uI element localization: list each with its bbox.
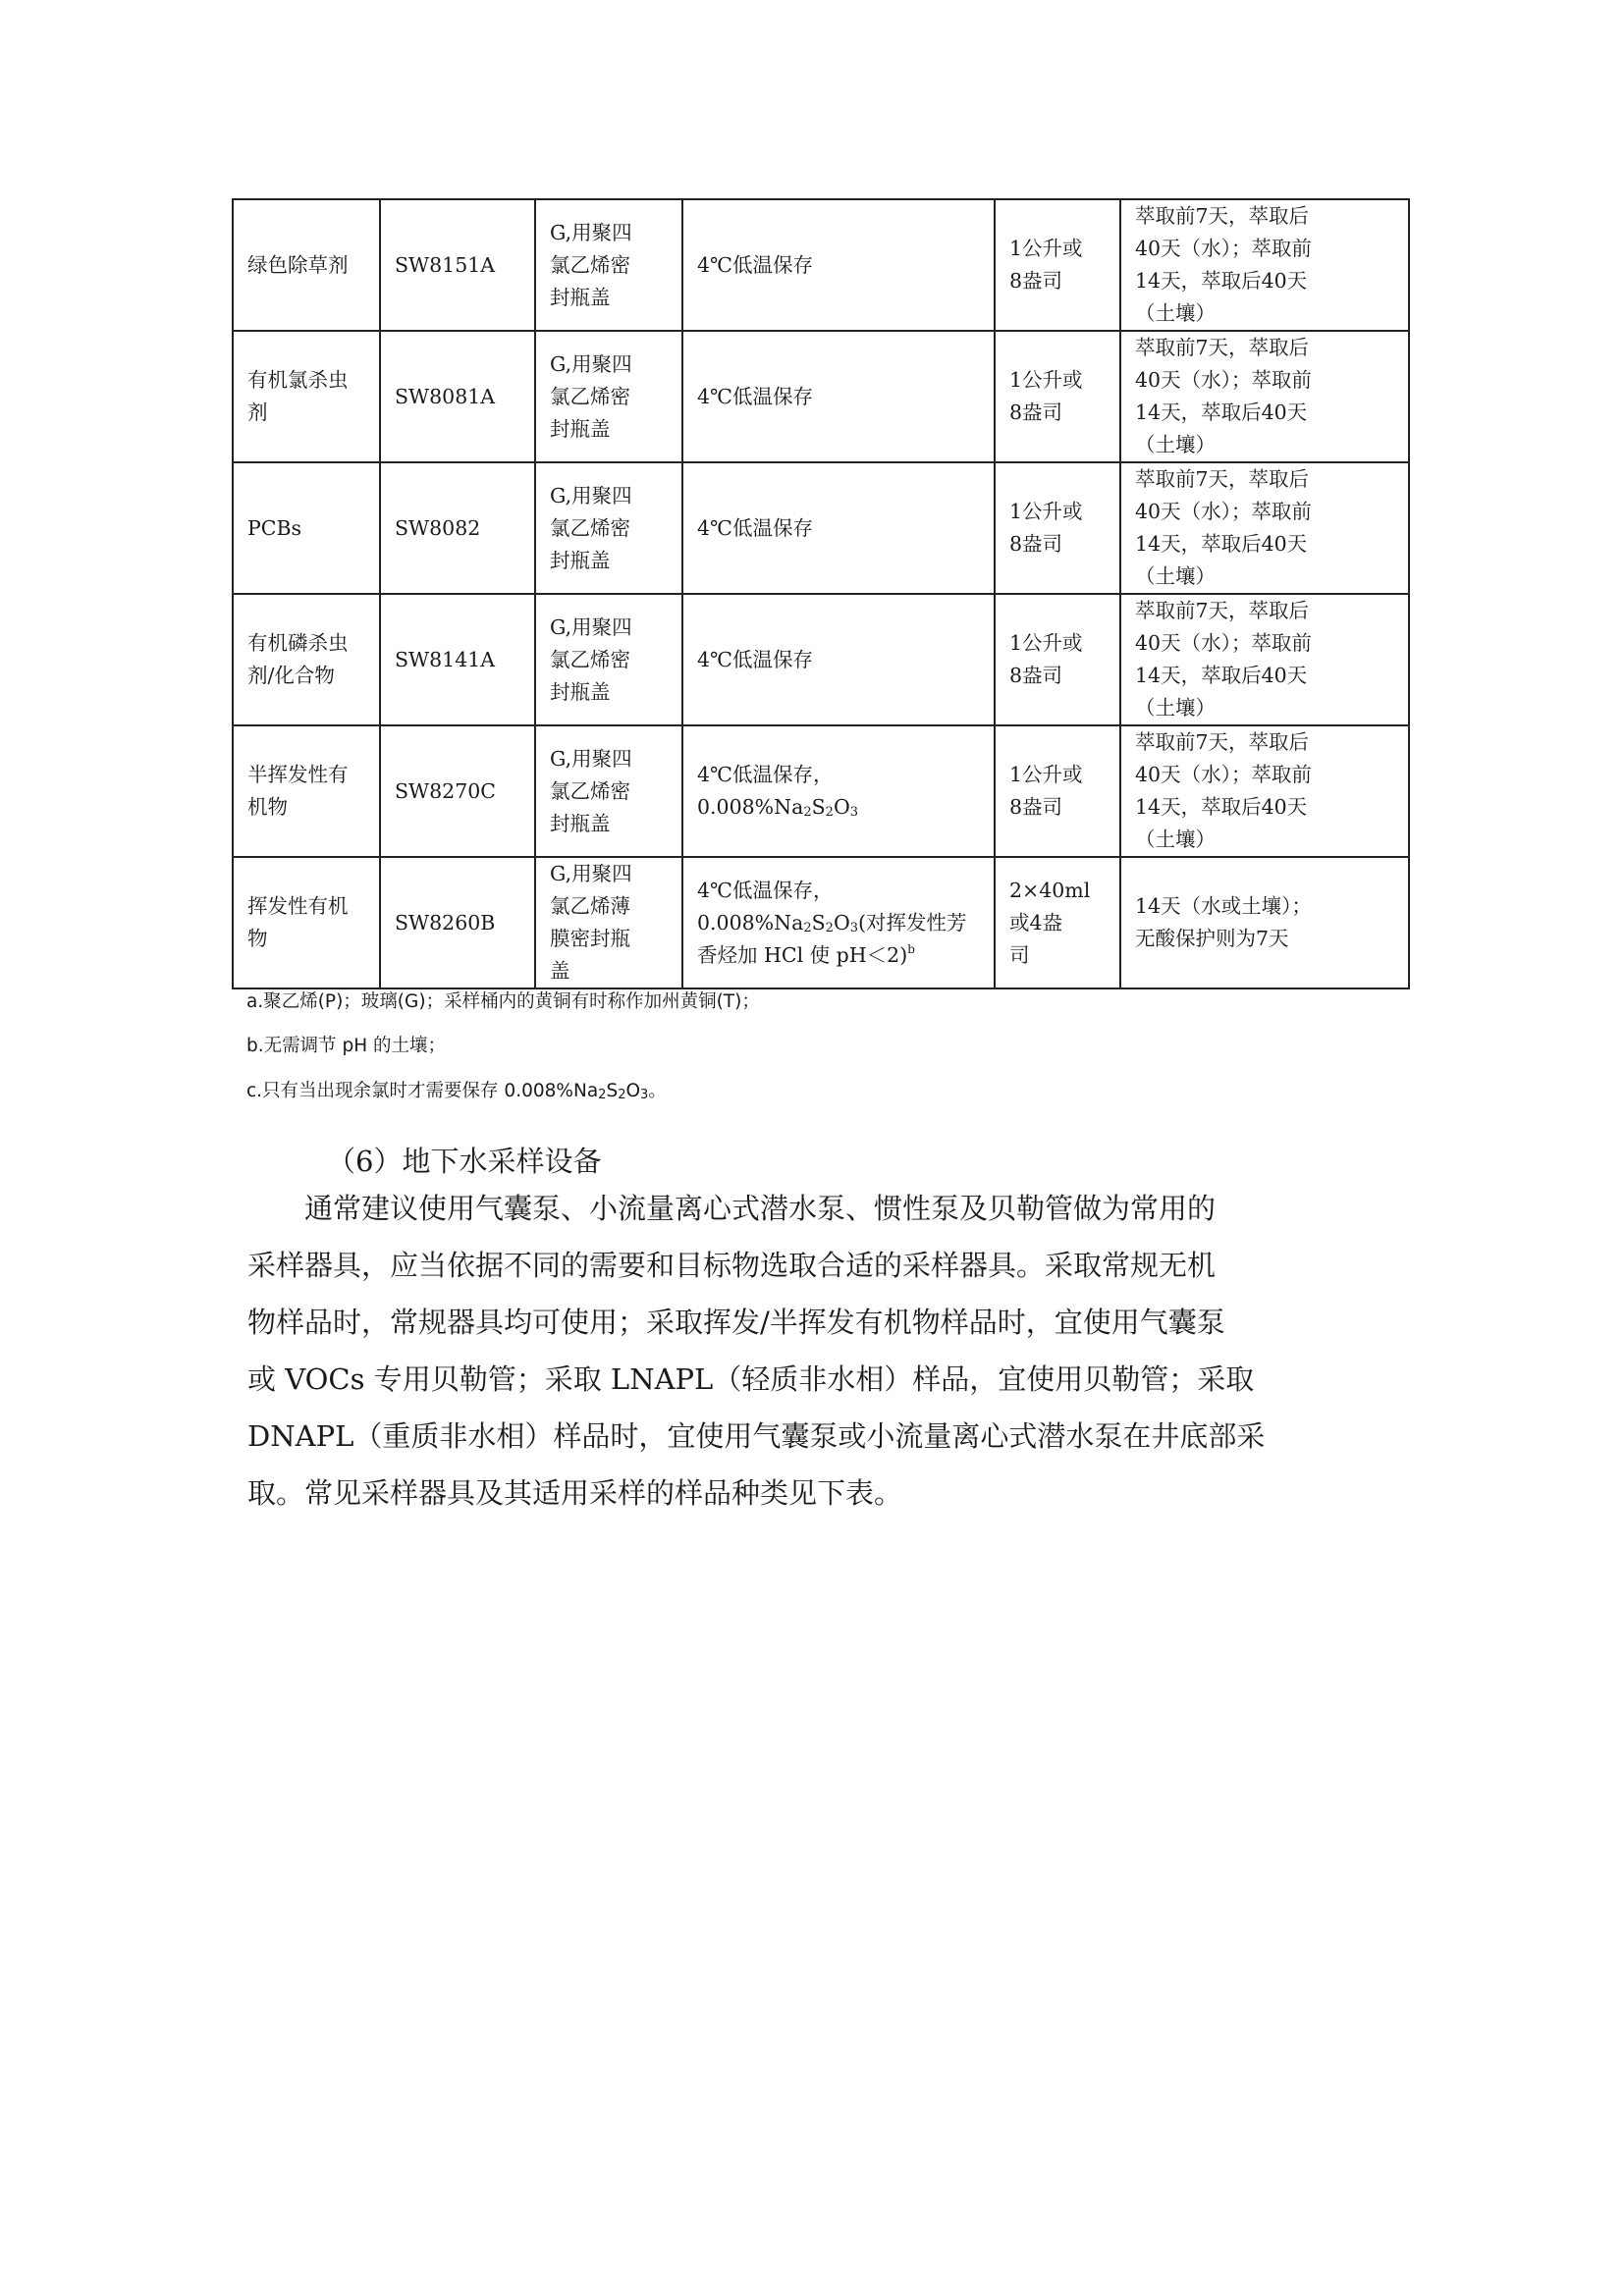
volume-cell: 2×40ml 或4盎 司 bbox=[995, 857, 1120, 988]
footnote-b: b.无需调节 pH 的土壤； bbox=[246, 1036, 447, 1056]
preservation-text: 香烃加 HCl 使 pH＜2) bbox=[697, 942, 908, 967]
preservation-text: O bbox=[833, 795, 850, 819]
analyte-name-cell: PCBs bbox=[233, 462, 380, 594]
subscript: 2 bbox=[803, 920, 812, 935]
footnote-c bbox=[246, 1077, 667, 1102]
preservation-cell: 4℃低温保存 bbox=[682, 331, 995, 462]
holding-time-cell: 萃取前7天，萃取后 40天（水）；萃取前 14天，萃取后40天 （土壤） bbox=[1120, 331, 1409, 462]
preservation-text: 0.008%Na bbox=[697, 910, 804, 934]
footnote-text: O bbox=[625, 1081, 641, 1101]
subscript: 3 bbox=[849, 920, 859, 935]
container-cell: G,用聚四 氯乙烯密 封瓶盖 bbox=[535, 331, 682, 462]
container-cell: G,用聚四 氯乙烯密 封瓶盖 bbox=[535, 199, 682, 331]
paragraph-line: 通常建议使用气囊泵、小流量离心式潜水泵、惯性泵及贝勒管做为常用的 bbox=[304, 1192, 1217, 1225]
subscript: 2 bbox=[598, 1088, 607, 1102]
footnote-text: S bbox=[606, 1081, 619, 1101]
subscript: 3 bbox=[849, 805, 859, 820]
analyte-name-cell: 半挥发性有 机物 bbox=[233, 725, 380, 857]
preservation-line: 4℃低温保存， bbox=[697, 878, 834, 902]
paragraph-line: 或 VOCs 专用贝勒管；采取 LNAPL（轻质非水相）样品，宜使用贝勒管；采取 bbox=[247, 1362, 1255, 1396]
analyte-name-cell: 有机氯杀虫 剂 bbox=[233, 331, 380, 462]
volume-cell: 1公升或 8盎司 bbox=[995, 331, 1120, 462]
analyte-name-cell: 绿色除草剂 bbox=[233, 199, 380, 331]
holding-time-cell: 萃取前7天，萃取后 40天（水）；萃取前 14天，萃取后40天 （土壤） bbox=[1120, 199, 1409, 331]
preservation-text: 0.008%Na bbox=[697, 795, 804, 819]
table-row bbox=[233, 594, 1409, 725]
preservation-line bbox=[697, 911, 967, 934]
analyte-name-cell: 挥发性有机 物 bbox=[233, 857, 380, 988]
preservation-line bbox=[697, 943, 915, 967]
sample-preservation-table bbox=[232, 198, 1410, 989]
container-cell: G,用聚四 氯乙烯薄 膜密封瓶 盖 bbox=[535, 857, 682, 988]
method-cell: SW8082 bbox=[380, 462, 535, 594]
preservation-cell: 4℃低温保存 bbox=[682, 462, 995, 594]
paragraph-line: 物样品时，常规器具均可使用；采取挥发/半挥发有机物样品时，宜使用气囊泵 bbox=[247, 1306, 1225, 1339]
volume-cell: 1公升或 8盎司 bbox=[995, 462, 1120, 594]
volume-cell: 1公升或 8盎司 bbox=[995, 725, 1120, 857]
volume-cell: 1公升或 8盎司 bbox=[995, 199, 1120, 331]
preservation-cell bbox=[682, 725, 995, 857]
preservation-cell: 4℃低温保存 bbox=[682, 594, 995, 725]
container-cell: G,用聚四 氯乙烯密 封瓶盖 bbox=[535, 725, 682, 857]
footnote-text: 。 bbox=[648, 1081, 667, 1101]
preservation-text: (对挥发性芳 bbox=[858, 910, 967, 934]
preservation-text: S bbox=[811, 910, 826, 934]
preservation-line bbox=[697, 795, 858, 819]
footnote-a: a.聚乙烯(P)；玻璃(G)；采样桶内的黄铜有时称作加州黄铜(T)； bbox=[246, 991, 760, 1012]
method-cell: SW8151A bbox=[380, 199, 535, 331]
paragraph-line: 采样器具，应当依据不同的需要和目标物选取合适的采样器具。采取常规无机 bbox=[247, 1249, 1217, 1282]
method-cell: SW8260B bbox=[380, 857, 535, 988]
paragraph-line: 取。常见采样器具及其适用采样的样品种类见下表。 bbox=[247, 1476, 903, 1510]
footnote-marker: b bbox=[907, 941, 915, 956]
footnote-text: c.只有当出现余氯时才需要保存 0.008%Na bbox=[246, 1081, 599, 1101]
table-row bbox=[233, 199, 1409, 331]
preservation-cell bbox=[682, 857, 995, 988]
subscript: 2 bbox=[825, 805, 834, 820]
table-row bbox=[233, 462, 1409, 594]
holding-time-cell: 萃取前7天，萃取后 40天（水）；萃取前 14天，萃取后40天 （土壤） bbox=[1120, 594, 1409, 725]
volume-cell: 1公升或 8盎司 bbox=[995, 594, 1120, 725]
table-row bbox=[233, 331, 1409, 462]
subscript: 2 bbox=[803, 805, 812, 820]
holding-time-cell: 萃取前7天，萃取后 40天（水）；萃取前 14天，萃取后40天 （土壤） bbox=[1120, 462, 1409, 594]
body-paragraph bbox=[247, 1180, 1386, 1522]
method-cell: SW8081A bbox=[380, 331, 535, 462]
container-cell: G,用聚四 氯乙烯密 封瓶盖 bbox=[535, 462, 682, 594]
section-heading: （6）地下水采样设备 bbox=[327, 1145, 602, 1178]
table-row bbox=[233, 857, 1409, 988]
preservation-text: S bbox=[811, 795, 826, 819]
container-cell: G,用聚四 氯乙烯密 封瓶盖 bbox=[535, 594, 682, 725]
subscript: 2 bbox=[618, 1088, 626, 1102]
analyte-name-cell: 有机磷杀虫 剂/化合物 bbox=[233, 594, 380, 725]
paragraph-line: DNAPL（重质非水相）样品时，宜使用气囊泵或小流量离心式潜水泵在井底部采 bbox=[247, 1419, 1266, 1453]
subscript: 3 bbox=[640, 1088, 649, 1102]
table-row bbox=[233, 725, 1409, 857]
preservation-text: O bbox=[833, 910, 850, 934]
subscript: 2 bbox=[825, 920, 834, 935]
holding-time-cell: 14天（水或土壤）； 无酸保护则为7天 bbox=[1120, 857, 1409, 988]
preservation-line: 4℃低温保存， bbox=[697, 763, 834, 786]
preservation-cell: 4℃低温保存 bbox=[682, 199, 995, 331]
method-cell: SW8141A bbox=[380, 594, 535, 725]
holding-time-cell: 萃取前7天，萃取后 40天（水）；萃取前 14天，萃取后40天 （土壤） bbox=[1120, 725, 1409, 857]
method-cell: SW8270C bbox=[380, 725, 535, 857]
